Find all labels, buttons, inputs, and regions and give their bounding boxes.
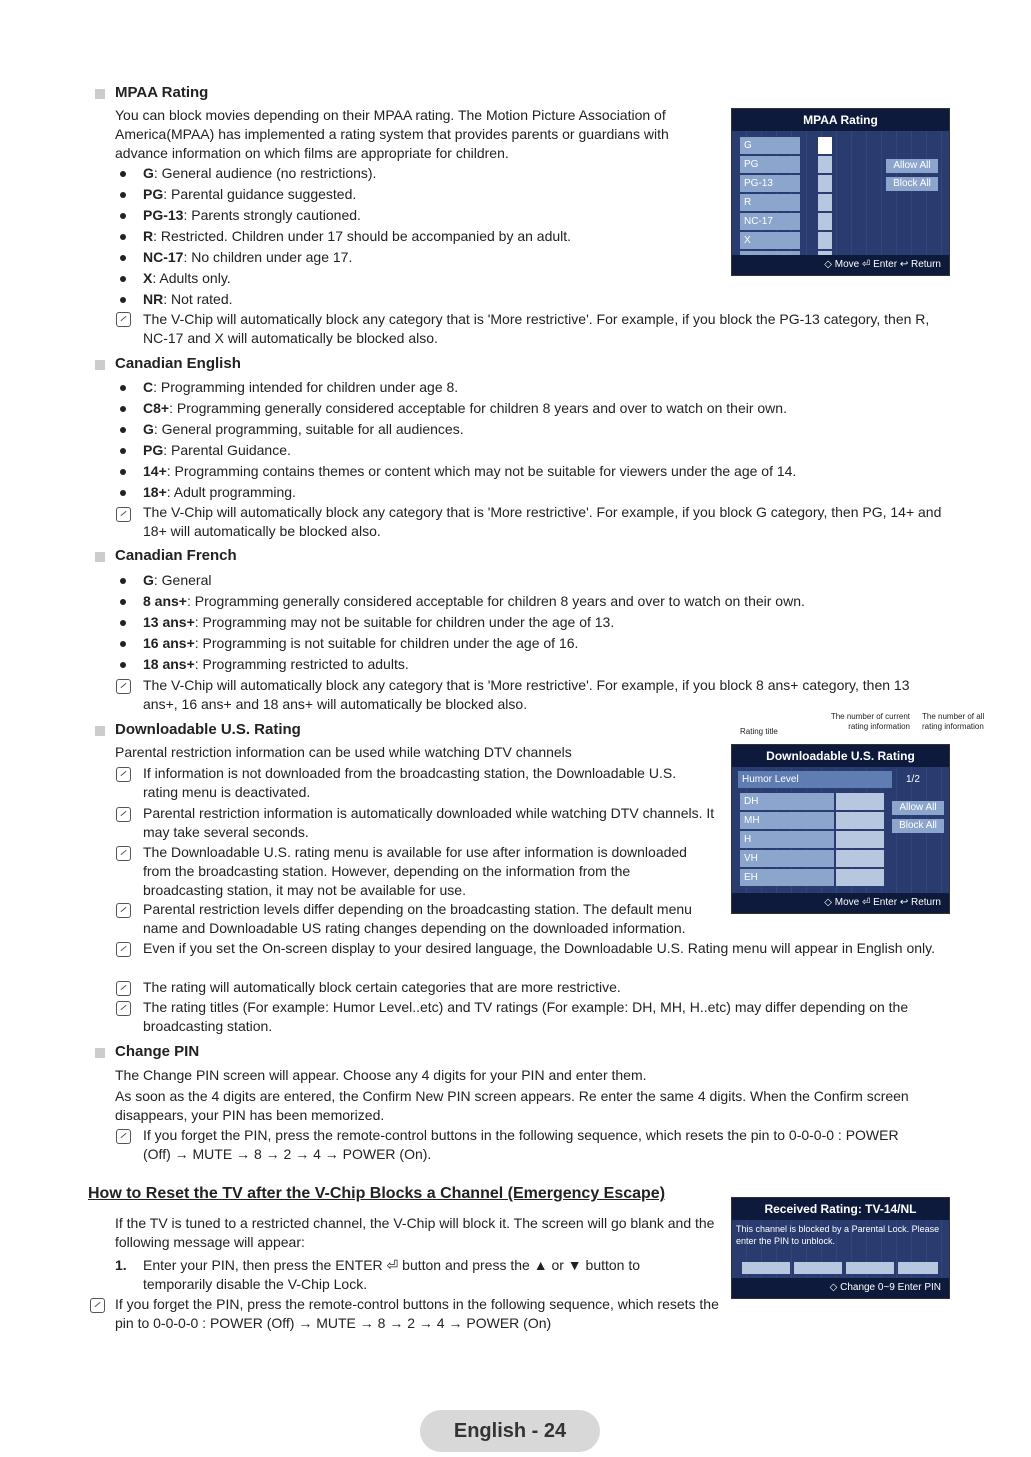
list-item-key: G	[143, 572, 154, 588]
bullet	[120, 297, 126, 303]
reset-p1: If the TV is tuned to a restricted channel, the V-Chip will block it. The screen will go blank and the following message will appear:	[115, 1215, 715, 1250]
list-item-key: 8 ans+	[143, 593, 187, 609]
rating-count: 1/2	[906, 774, 920, 785]
list-item	[143, 441, 923, 460]
block-all-button[interactable]: Block All	[892, 819, 944, 833]
dl-note: The Downloadable U.S. rating menu is available for use after information is downloaded from the broadcasting station. However, depending on the information from the broadcasting station, it may not be available for use.	[143, 844, 687, 898]
bullet	[120, 171, 126, 177]
mpaa-note: The V-Chip will automatically block any category that is 'More restrictive'. For example, if you block the PG-13 category, then R, NC-17 and X will automatically be blocked also.	[143, 311, 930, 346]
list-item-text: : General audience (no restrictions).	[153, 165, 377, 181]
section-marker	[95, 552, 105, 562]
reset-note: If you forget the PIN, press the remote-control buttons in the following sequence, which resets the pin to 0-0-0-0 : POWER (Off) → MUTE → 8 → 2 → 4 → POWER (On)	[115, 1296, 719, 1331]
list-item-text: : Parents strongly cautioned.	[183, 207, 361, 223]
list-item-text: : Restricted. Children under 17 should be accompanied by an adult.	[153, 228, 572, 244]
lock-cell[interactable]	[836, 812, 884, 829]
list-item-key: 16 ans+	[143, 635, 195, 651]
bullet	[120, 599, 126, 605]
list-item	[143, 634, 923, 653]
pin-digit[interactable]	[742, 1262, 790, 1274]
list-item-text: : Programming generally considered acceptable for children 8 years and over to watch on their own.	[169, 400, 787, 416]
note-icon	[116, 507, 131, 522]
list-item-text: : Adults only.	[152, 270, 231, 286]
can-fr-title: Canadian French	[115, 547, 237, 564]
list-item-text: : Parental guidance suggested.	[163, 186, 357, 202]
list-item-key: X	[143, 270, 153, 286]
blocked-screen-title: Received Rating: TV-14/NL	[732, 1198, 949, 1220]
dl-screen-footer: ◇ Move ⏎ Enter ↩ Return	[732, 893, 949, 913]
note-icon	[116, 807, 131, 822]
mpaa-screen-footer: ◇ Move ⏎ Enter ↩ Return	[732, 255, 949, 275]
lock-cell[interactable]	[818, 175, 832, 192]
rating-row[interactable]: DH	[740, 793, 834, 810]
list-item	[143, 483, 923, 502]
bullet	[120, 192, 126, 198]
dl-note: The rating titles (For example: Humor Level..etc) and TV ratings (For example: DH, MH, H..etc) may differ depending on the broadcasting station.	[143, 999, 909, 1034]
pin-p2: As soon as the 4 digits are entered, the Confirm New PIN screen appears. Re enter the same 4 digits. When the Confirm screen disappears, your PIN has been memorized.	[115, 1088, 909, 1123]
pin-digit[interactable]	[846, 1262, 894, 1274]
mpaa-title: MPAA Rating	[115, 84, 209, 101]
rating-row[interactable]: NC-17	[740, 213, 800, 230]
bullet	[120, 662, 126, 668]
list-item-key: NR	[143, 291, 164, 307]
list-item-text: : No children under age 17.	[183, 249, 353, 265]
list-item-text: : Programming is not suitable for children under the age of 16.	[194, 635, 579, 651]
blocked-message: This channel is blocked by a Parental Lock. Please enter the PIN to unblock.	[736, 1224, 940, 1246]
list-item-text: : Programming generally considered acceptable for children 8 years and over to watch on their own.	[186, 593, 805, 609]
note-icon	[90, 1298, 105, 1313]
reset-step-number: 1.	[115, 1257, 127, 1273]
dl-note: If information is not downloaded from the broadcasting station, the Downloadable U.S. rating menu is deactivated.	[143, 765, 677, 800]
note-icon	[116, 1129, 131, 1144]
dl-screen-title: Downloadable U.S. Rating	[732, 745, 949, 767]
section-marker	[95, 89, 105, 99]
bullet	[120, 427, 126, 433]
rating-row[interactable]: X	[740, 232, 800, 249]
list-item	[143, 378, 923, 397]
blocked-screen	[731, 1197, 950, 1299]
note-icon	[116, 767, 131, 782]
rating-row[interactable]: VH	[740, 850, 834, 867]
section-marker	[95, 360, 105, 370]
label-current: The number of current rating information	[830, 712, 910, 731]
list-item-key: 14+	[143, 463, 167, 479]
blocked-screen-body	[732, 1220, 949, 1278]
blocked-screen-footer: ◇ Change 0~9 Enter PIN	[732, 1278, 949, 1298]
list-item-text: : Not rated.	[163, 291, 233, 307]
allow-all-button[interactable]: Allow All	[886, 159, 938, 173]
lock-cell[interactable]	[818, 194, 832, 211]
list-item	[143, 655, 923, 674]
allow-all-button[interactable]: Allow All	[892, 801, 944, 815]
lock-cell[interactable]	[836, 850, 884, 867]
bullet	[120, 620, 126, 626]
can-en-title: Canadian English	[115, 355, 241, 372]
dl-screen-body	[732, 767, 949, 893]
pin-note: If you forget the PIN, press the remote-control buttons in the following sequence, which resets the pin to 0-0-0-0 : POWER (Off) → MUTE → 8 → 2 → 4 → POWER (On).	[143, 1127, 899, 1162]
humor-level-row[interactable]: Humor Level	[738, 771, 892, 788]
mpaa-screen-title: MPAA Rating	[732, 109, 949, 131]
list-item-text: : General	[153, 572, 212, 588]
bullet	[120, 234, 126, 240]
bullet	[120, 385, 126, 391]
pin-digit[interactable]	[794, 1262, 842, 1274]
lock-cell[interactable]	[818, 213, 832, 230]
list-item-key: 18 ans+	[143, 656, 195, 672]
rating-row[interactable]: MH	[740, 812, 834, 829]
rating-row[interactable]: PG	[740, 156, 800, 173]
list-item-key: PG	[143, 186, 164, 202]
dl-note: Parental restriction information is automatically downloaded while watching DTV channels. It may take several seconds.	[143, 805, 715, 840]
bullet	[120, 578, 126, 584]
list-item-text: : Parental Guidance.	[163, 442, 291, 458]
mpaa-screen-body	[732, 131, 949, 255]
list-item	[143, 571, 923, 590]
list-item-key: PG-13	[143, 207, 184, 223]
lock-cell[interactable]	[836, 793, 884, 810]
note-icon	[116, 312, 131, 327]
lock-cell[interactable]	[818, 156, 832, 173]
note-icon	[116, 903, 131, 918]
note-icon	[116, 846, 131, 861]
lock-cell[interactable]	[818, 137, 832, 154]
list-item	[143, 592, 923, 611]
lock-cell[interactable]	[818, 232, 832, 249]
block-all-button[interactable]: Block All	[886, 177, 938, 191]
can-fr-note: The V-Chip will automatically block any category that is 'More restrictive'. For example, if you block 8 ans+ category, then 13 ans+, 16 ans+ and 18 ans+ will automatically be blocked also.	[143, 677, 910, 712]
list-item-text: : Programming intended for children under age 8.	[153, 379, 459, 395]
rating-row[interactable]: H	[740, 831, 834, 848]
list-item-key: NC-17	[143, 249, 184, 265]
section-marker	[95, 1048, 105, 1058]
list-item-text: : Programming restricted to adults.	[194, 656, 409, 672]
dl-screen	[731, 744, 950, 914]
pin-title: Change PIN	[115, 1043, 200, 1060]
bullet	[120, 469, 126, 475]
bullet	[120, 406, 126, 412]
dl-note: Parental restriction levels differ depending on the broadcasting station. The default menu name and Downloadable US rating changes depending on the downloaded information.	[143, 901, 692, 936]
note-icon	[116, 1001, 131, 1016]
list-item-key: G	[143, 165, 154, 181]
list-item-text: : Programming contains themes or content which may not be suitable for viewers under the age of 14.	[166, 463, 797, 479]
can-en-note: The V-Chip will automatically block any category that is 'More restrictive'. For example, if you block G category, then PG, 14+ and 18+ will automatically be blocked also.	[143, 504, 942, 539]
bullet	[120, 448, 126, 454]
bullet	[120, 276, 126, 282]
rating-row[interactable]: R	[740, 194, 800, 211]
lock-cell[interactable]	[836, 831, 884, 848]
note-icon	[116, 981, 131, 996]
list-item	[143, 290, 923, 309]
note-icon	[116, 679, 131, 694]
rating-row[interactable]: G	[740, 137, 800, 154]
list-item	[143, 613, 923, 632]
label-all: The number of all rating information	[922, 712, 985, 731]
list-item-key: 18+	[143, 484, 167, 500]
list-item-key: C8+	[143, 400, 170, 416]
note-icon	[116, 942, 131, 957]
label-rating-title: Rating title	[740, 727, 778, 736]
pin-digit[interactable]	[898, 1262, 938, 1274]
page-number: English - 24	[420, 1410, 600, 1452]
list-item	[143, 462, 923, 481]
list-item-key: G	[143, 421, 154, 437]
list-item	[143, 399, 923, 418]
list-item-key: C	[143, 379, 154, 395]
list-item	[143, 420, 923, 439]
list-item-key: PG	[143, 442, 164, 458]
bullet	[120, 213, 126, 219]
mpaa-intro: You can block movies depending on their MPAA rating. The Motion Picture Association of America(MPAA) has implemented a rating system that provides parents or guardians with advance information on which films are appropriate for children.	[115, 107, 669, 161]
list-item-key: R	[143, 228, 154, 244]
dl-title: Downloadable U.S. Rating	[115, 721, 301, 738]
rating-row[interactable]: PG-13	[740, 175, 800, 192]
list-item-key: 13 ans+	[143, 614, 195, 630]
list-item-text: : Adult programming.	[166, 484, 296, 500]
dl-note: The rating will automatically block certain categories that are more restrictive.	[143, 979, 621, 995]
dl-note: Even if you set the On-screen display to your desired language, the Downloadable U.S. Rating menu will appear in English only.	[143, 940, 935, 956]
rating-row[interactable]: EH	[740, 869, 834, 886]
pin-p1: The Change PIN screen will appear. Choose any 4 digits for your PIN and enter them.	[115, 1067, 647, 1083]
section-marker	[95, 726, 105, 736]
bullet	[120, 641, 126, 647]
reset-step: Enter your PIN, then press the ENTER ⏎ button and press the ▲ or ▼ button to temporarily disable the V-Chip Lock.	[143, 1257, 641, 1292]
list-item-text: : Programming may not be suitable for children under the age of 13.	[194, 614, 615, 630]
bullet	[120, 490, 126, 496]
mpaa-screen	[731, 108, 950, 276]
lock-cell[interactable]	[836, 869, 884, 886]
bullet	[120, 255, 126, 261]
dl-intro: Parental restriction information can be used while watching DTV channels	[115, 744, 572, 760]
list-item-text: : General programming, suitable for all audiences.	[153, 421, 464, 437]
reset-title: How to Reset the TV after the V-Chip Blocks a Channel (Emergency Escape)	[88, 1185, 666, 1202]
